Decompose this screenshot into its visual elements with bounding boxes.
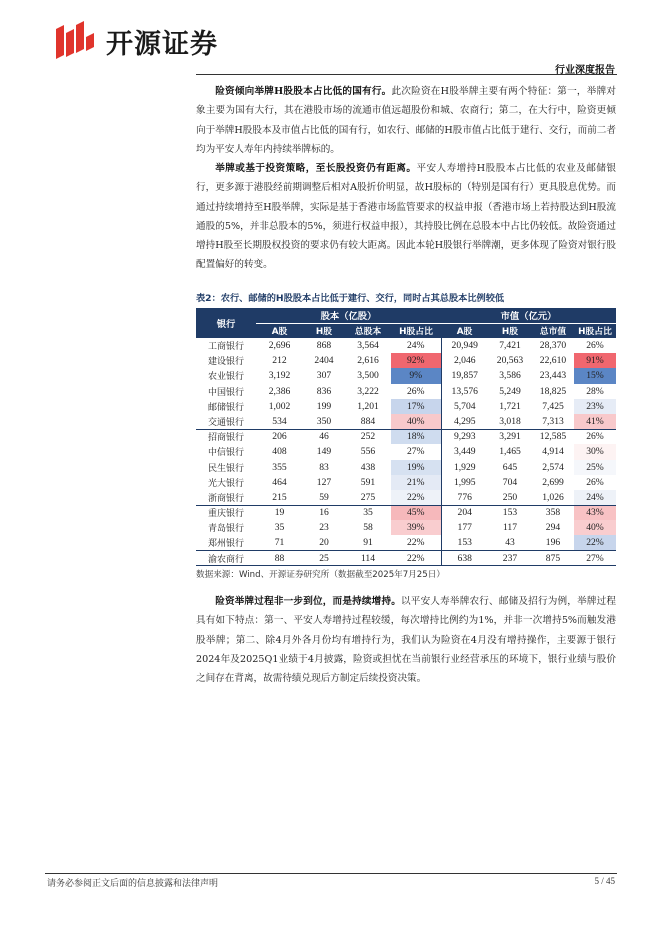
bank-name-cell: 交通银行 — [207, 417, 244, 428]
h-ratio-cell: 9% — [391, 368, 441, 383]
value-cell: 307 — [316, 370, 332, 382]
group-header-shares: 股本（亿股） — [256, 308, 441, 323]
bank-name-cell: 中信银行 — [207, 448, 244, 459]
bank-share-table — [196, 308, 616, 566]
value-cell: 534 — [272, 415, 287, 427]
table-title: 表2：农行、邮储的H股股本占比低于建行、交行，同时占其总股本比例较低 — [196, 293, 505, 304]
value-cell: 9,293 — [441, 429, 488, 444]
value-cell: 1,929 — [441, 460, 488, 475]
paragraph-2 — [196, 159, 616, 275]
h-ratio-cell: 30% — [574, 444, 616, 459]
page-number: 5 / 45 — [594, 876, 615, 886]
value-cell: 591 — [360, 476, 376, 488]
bank-name-cell: 邮储银行 — [207, 402, 244, 413]
paragraph-1 — [196, 82, 616, 159]
col-header-total-cap: 总市值 — [532, 323, 574, 338]
h-ratio-cell: 26% — [574, 475, 616, 490]
value-cell: 88 — [256, 551, 303, 566]
value-cell: 1,026 — [542, 491, 564, 503]
table-row — [196, 551, 616, 566]
value-cell: 5,249 — [499, 385, 521, 397]
h-ratio-cell: 45% — [391, 505, 441, 520]
value-cell: 199 — [316, 400, 332, 412]
col-header-h-shares: H股 — [303, 323, 345, 338]
value-cell: 7,425 — [542, 400, 564, 412]
bank-name-cell: 渝农商行 — [196, 551, 256, 566]
value-cell: 114 — [345, 551, 391, 566]
bank-name-cell: 青岛银行 — [207, 524, 244, 535]
bank-name-cell: 农业银行 — [207, 372, 244, 383]
h-ratio-cell: 22% — [391, 551, 441, 566]
paragraph-3-body: 以平安人寿举牌农行、邮储及招行为例，举牌过程具有如下特点：第一、平安人寿增持过程较缓，每次增持比例约为1%，并非一次增持5%而触发港股举牌；第二、除4月外各月份均有增持行为，我们认为险资在4月没有增持操作，主要源于银行2024年及2025Q1业绩于4月披露，险资或担忧在当前银行业经营承压的环境下，银行业绩与股价之间存在背离，故需待绩兑现后方制定后续投资决策。 — [196, 596, 616, 685]
value-cell: 645 — [502, 461, 518, 473]
value-cell: 46 — [303, 429, 345, 444]
value-cell: 35 — [274, 522, 285, 534]
value-cell: 215 — [272, 491, 287, 503]
col-header-h-share-ratio: H股占比 — [391, 323, 441, 338]
value-cell: 23 — [319, 522, 329, 534]
value-cell: 7,313 — [542, 415, 564, 427]
value-cell: 3,449 — [441, 444, 488, 459]
table-row — [196, 384, 616, 399]
logo-mark-icon — [52, 21, 100, 61]
paragraph-1-lead: 险资倾向举牌H股股本占比低的国有行。 — [215, 86, 392, 97]
value-cell: 358 — [532, 505, 574, 520]
value-cell: 13,576 — [441, 384, 488, 399]
h-ratio-cell: 27% — [574, 551, 616, 566]
value-cell: 2,699 — [542, 476, 564, 488]
col-header-bank: 银行 — [196, 308, 256, 338]
value-cell: 71 — [274, 537, 285, 549]
table-source-note: 数据来源：Wind、开源证券研究所（数据截至2025年7月25日） — [196, 570, 445, 580]
h-ratio-cell: 22% — [391, 490, 441, 505]
report-type-label: 行业深度报告 — [555, 65, 615, 76]
h-ratio-cell: 27% — [391, 444, 441, 459]
value-cell: 556 — [360, 446, 376, 458]
value-cell: 3,192 — [268, 370, 291, 382]
logo-text: 开源证券 — [106, 28, 218, 60]
header-divider — [196, 74, 617, 75]
h-ratio-cell: 40% — [574, 520, 616, 535]
value-cell: 252 — [345, 429, 391, 444]
h-ratio-cell: 23% — [574, 399, 616, 414]
bank-name-cell: 重庆银行 — [196, 505, 256, 520]
value-cell: 868 — [316, 340, 332, 352]
h-ratio-cell: 22% — [574, 535, 616, 550]
table-row — [196, 460, 616, 475]
table-row — [196, 353, 616, 368]
value-cell: 3,291 — [488, 429, 532, 444]
table-row — [196, 338, 616, 353]
footer-disclaimer: 请务必参阅正文后面的信息披露和法律声明 — [47, 879, 219, 889]
table-row — [196, 368, 616, 383]
value-cell: 153 — [488, 505, 532, 520]
value-cell: 3,586 — [499, 370, 521, 382]
value-cell: 12,585 — [532, 429, 574, 444]
value-cell: 20 — [319, 537, 329, 549]
value-cell: 43 — [505, 537, 515, 549]
value-cell: 884 — [360, 415, 376, 427]
table-row — [196, 399, 616, 414]
value-cell: 212 — [272, 355, 287, 367]
value-cell: 28,370 — [539, 340, 567, 352]
h-ratio-cell: 25% — [574, 460, 616, 475]
value-cell: 4,914 — [542, 446, 564, 458]
bank-name-cell: 郑州银行 — [207, 539, 244, 550]
col-header-a-shares: A股 — [256, 323, 303, 338]
h-ratio-cell: 15% — [574, 368, 616, 383]
h-ratio-cell: 22% — [391, 535, 441, 550]
table-row — [196, 429, 616, 444]
value-cell: 3,564 — [357, 340, 379, 352]
value-cell: 294 — [545, 522, 561, 534]
value-cell: 117 — [502, 522, 518, 534]
bank-name-cell: 浙商银行 — [207, 493, 244, 504]
value-cell: 2404 — [314, 355, 334, 367]
value-cell: 20,563 — [496, 355, 524, 367]
bank-name-cell: 民生银行 — [207, 463, 244, 474]
value-cell: 59 — [319, 491, 329, 503]
value-cell: 127 — [316, 476, 332, 488]
value-cell: 836 — [316, 385, 332, 397]
table-row — [196, 505, 616, 520]
value-cell: 350 — [316, 415, 332, 427]
h-ratio-cell: 24% — [391, 338, 441, 353]
col-header-total-shares: 总股本 — [345, 323, 391, 338]
value-cell: 1,995 — [441, 475, 488, 490]
value-cell: 250 — [502, 491, 518, 503]
value-cell: 1,721 — [499, 400, 521, 412]
paragraph-2-body: 平安人寿增持H股股本占比低的农业及邮储银行，更多源于港股经前期调整后相对A股折价明显，故H股标的（特别是国有行）更具股息优势。而通过持续增持至H股举牌，实际是基于香港市场监管要求的权益申报（香港市场上若持股达到H股流通股的5%，并非总股本的5%，须进行权益申报），其持股比例在总股本中占比仍较低。故险资通过增持H股至长期股权投资的要求仍有较大距离。因此本轮H股银行举牌潮，更多体现了险资对银行股配置偏好的转变。 — [196, 163, 616, 271]
table-row — [196, 444, 616, 459]
value-cell: 83 — [319, 461, 329, 473]
table-row — [196, 535, 616, 550]
bank-name-cell: 光大银行 — [207, 478, 244, 489]
value-cell: 4,295 — [441, 414, 488, 429]
value-cell: 23,443 — [539, 370, 567, 382]
h-ratio-cell: 40% — [391, 414, 441, 429]
h-ratio-cell: 39% — [391, 520, 441, 535]
bank-name-cell: 中国银行 — [207, 387, 244, 398]
h-ratio-cell: 19% — [391, 460, 441, 475]
value-cell: 3,222 — [357, 385, 379, 397]
value-cell: 1,002 — [268, 400, 291, 412]
value-cell: 18,825 — [539, 385, 567, 397]
value-cell: 1,201 — [357, 400, 379, 412]
value-cell: 237 — [488, 551, 532, 566]
value-cell: 19 — [256, 505, 303, 520]
paragraph-2-lead: 举牌或基于投资策略，至长股投资仍有距离。 — [215, 163, 417, 174]
col-header-h-cap-ratio: H股占比 — [574, 323, 616, 338]
value-cell: 91 — [363, 537, 373, 549]
value-cell: 204 — [441, 505, 488, 520]
value-cell: 638 — [441, 551, 488, 566]
col-header-h-cap: H股 — [488, 323, 532, 338]
paragraph-1-body: 此次险资在H股举牌主要有两个特征：第一，举牌对象主要为国有大行，其在港股市场的流通市值远超股份和城、农商行；第二，在大行中，险资更倾向于举牌H股股本及市值占比低的国有行，如农行、邮储的H股市值占比低于建行、交行，而前二者均为平安人寿年内持续举牌标的。 — [196, 86, 616, 155]
h-ratio-cell: 43% — [574, 505, 616, 520]
h-ratio-cell: 41% — [574, 414, 616, 429]
value-cell: 153 — [441, 535, 488, 550]
value-cell: 177 — [441, 520, 488, 535]
value-cell: 355 — [272, 461, 287, 473]
table-row — [196, 520, 616, 535]
value-cell: 3,500 — [357, 370, 379, 382]
value-cell: 2,696 — [268, 340, 291, 352]
h-ratio-cell: 26% — [574, 338, 616, 353]
table-row — [196, 475, 616, 490]
paragraph-3-lead: 险资举牌过程非一步到位，而是持续增持。 — [215, 596, 402, 607]
col-header-a-cap: A股 — [441, 323, 488, 338]
bank-name-cell: 招商银行 — [196, 429, 256, 444]
value-cell: 19,857 — [441, 368, 488, 383]
value-cell: 2,616 — [357, 355, 379, 367]
value-cell: 2,574 — [542, 461, 564, 473]
value-cell: 58 — [363, 522, 373, 534]
value-cell: 196 — [545, 537, 561, 549]
h-ratio-cell: 17% — [391, 399, 441, 414]
value-cell: 776 — [441, 490, 488, 505]
table-row — [196, 414, 616, 429]
h-ratio-cell: 18% — [391, 429, 441, 444]
paragraph-3 — [196, 592, 616, 688]
value-cell: 22,610 — [539, 355, 567, 367]
value-cell: 149 — [316, 446, 332, 458]
table-row — [196, 490, 616, 505]
value-cell: 1,465 — [499, 446, 521, 458]
value-cell: 875 — [532, 551, 574, 566]
h-ratio-cell: 21% — [391, 475, 441, 490]
h-ratio-cell: 24% — [574, 490, 616, 505]
h-ratio-cell: 92% — [391, 353, 441, 368]
value-cell: 464 — [272, 476, 287, 488]
value-cell: 275 — [360, 491, 376, 503]
value-cell: 408 — [272, 446, 287, 458]
value-cell: 25 — [303, 551, 345, 566]
value-cell: 704 — [502, 476, 518, 488]
value-cell: 3,018 — [499, 415, 521, 427]
footer-divider — [45, 873, 617, 874]
bank-name-cell: 工商银行 — [207, 342, 244, 353]
value-cell: 35 — [345, 505, 391, 520]
value-cell: 206 — [256, 429, 303, 444]
h-ratio-cell: 26% — [574, 429, 616, 444]
bank-name-cell: 建设银行 — [207, 357, 244, 368]
value-cell: 5,704 — [441, 399, 488, 414]
value-cell: 7,421 — [499, 340, 521, 352]
value-cell: 16 — [303, 505, 345, 520]
group-header-market-cap: 市值（亿元） — [441, 308, 616, 323]
value-cell: 20,949 — [441, 338, 488, 353]
h-ratio-cell: 28% — [574, 384, 616, 399]
value-cell: 2,046 — [441, 353, 488, 368]
h-ratio-cell: 26% — [391, 384, 441, 399]
h-ratio-cell: 91% — [574, 353, 616, 368]
company-logo — [52, 20, 218, 62]
value-cell: 438 — [360, 461, 376, 473]
value-cell: 2,386 — [268, 385, 291, 397]
